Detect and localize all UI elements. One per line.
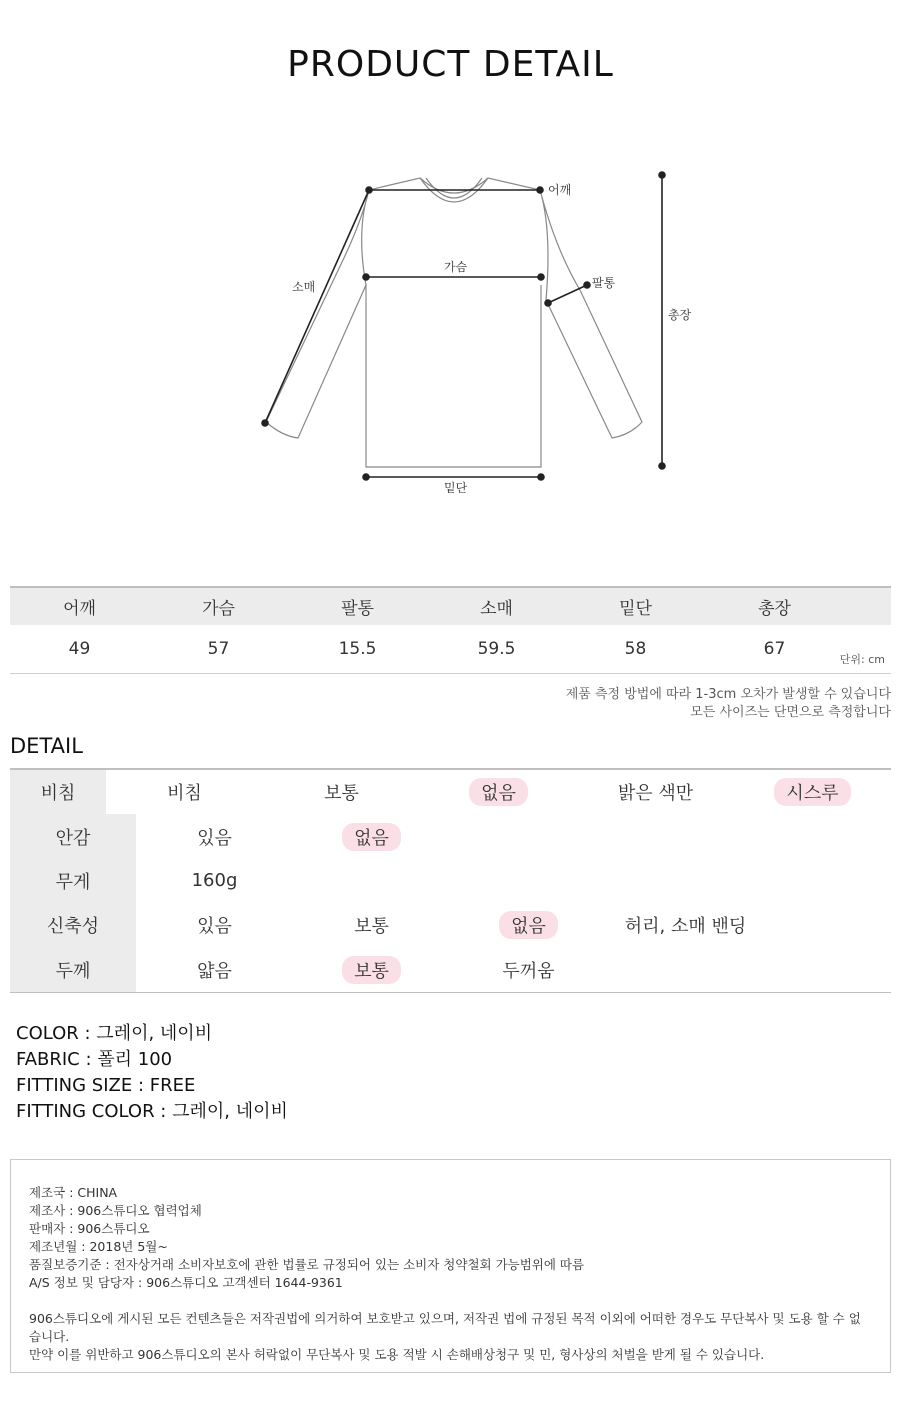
- copyright-line: 906스튜디오에 게시된 모든 컨텐츠들은 저작권법에 의거하여 보호받고 있으며, 저작권 법에 규정된 목적 이외에 어떠한 경우도 무단복사 및 도용 할 수 없습니다.: [29, 1311, 861, 1344]
- selected-option-pill: 없음: [342, 823, 401, 851]
- info-line: 판매자 : 906스튜디오: [29, 1221, 150, 1236]
- size-header-cell: 총장: [758, 599, 791, 619]
- detail-row-heading: 신축성: [10, 903, 136, 947]
- spec-line: FABRIC : 폴리 100: [16, 1049, 173, 1070]
- selected-option-pill: 시스루: [774, 778, 850, 806]
- label-hem: 밑단: [444, 481, 468, 495]
- option-label: 얇음: [197, 960, 232, 982]
- detail-row: [10, 814, 891, 858]
- label-chest: 가슴: [444, 260, 468, 274]
- garment-illustration: [0, 150, 901, 520]
- detail-option: [293, 912, 450, 938]
- info-line: 품질보증기준 : 전자상거래 소비자보호에 관한 법률로 규정되어 있는 소비자 청약철회 가능범위에 따름: [29, 1257, 585, 1272]
- detail-row-heading: 안감: [10, 814, 136, 858]
- selected-option-pill: 보통: [342, 956, 401, 984]
- detail-heading: DETAIL: [10, 734, 83, 758]
- detail-option: [293, 956, 450, 984]
- size-value-cell: 67: [763, 639, 786, 659]
- size-header-cell: 어깨: [63, 599, 96, 619]
- size-value-cell: 15.5: [338, 639, 377, 659]
- size-table-row: [10, 625, 891, 674]
- detail-row-heading: 비침: [10, 770, 106, 814]
- size-diagram: [0, 150, 901, 520]
- size-header-cell: 가슴: [202, 599, 235, 619]
- detail-option: [136, 912, 293, 938]
- detail-row: [10, 903, 891, 947]
- option-label: 밝은 색만: [617, 783, 694, 805]
- detail-options: [136, 859, 891, 903]
- info-line: A/S 정보 및 담당자 : 906스튜디오 고객센터 1644-9361: [29, 1275, 343, 1290]
- unit-label: 단위: cm: [839, 653, 885, 666]
- detail-option: [450, 957, 607, 983]
- selected-option-pill: 없음: [469, 778, 528, 806]
- label-sleeve: 소매: [292, 280, 316, 294]
- info-line: 제조국 : CHINA: [29, 1185, 118, 1200]
- size-table: [10, 586, 891, 674]
- detail-option: [263, 779, 420, 805]
- size-table-header: [10, 586, 891, 625]
- detail-row-heading: 무게: [10, 859, 136, 903]
- detail-option: [450, 911, 607, 939]
- detail-options: [136, 903, 891, 947]
- detail-options: [106, 770, 891, 814]
- detail-option: [293, 823, 450, 851]
- spec-line: COLOR : 그레이, 네이비: [16, 1023, 213, 1044]
- label-length: 총장: [668, 308, 692, 322]
- copyright-line: 만약 이를 위반하고 906스튜디오의 본사 허락없이 무단복사 및 도용 적발 시 손해배상청구 및 민, 형사상의 처벌을 받게 될 수 있습니다.: [29, 1347, 765, 1362]
- size-value-cell: 59.5: [477, 639, 516, 659]
- note-line: 제품 측정 방법에 따라 1-3cm 오차가 발생할 수 있습니다: [565, 687, 891, 702]
- option-label: 160g: [191, 870, 238, 892]
- detail-row: [10, 948, 891, 992]
- spec-line: FITTING SIZE : FREE: [16, 1075, 196, 1096]
- size-header-cell: 소매: [480, 599, 513, 619]
- label-shoulder: 어깨: [548, 183, 572, 197]
- spec-line: FITTING COLOR : 그레이, 네이비: [16, 1101, 288, 1122]
- product-specs: [16, 1021, 288, 1125]
- detail-options: [136, 948, 891, 992]
- product-info-box: [10, 1159, 891, 1373]
- detail-option: [420, 778, 577, 806]
- detail-table: [10, 768, 891, 993]
- note-line: 모든 사이즈는 단면으로 측정합니다: [690, 705, 891, 720]
- size-header-cell: 팔통: [341, 599, 374, 619]
- option-label: 있음: [197, 916, 232, 938]
- size-value-cell: 57: [207, 639, 230, 659]
- option-label: 허리, 소매 밴딩: [624, 916, 747, 938]
- detail-option: [136, 870, 293, 891]
- size-value-cell: 49: [68, 639, 91, 659]
- option-label: 보통: [324, 783, 359, 805]
- option-label: 비침: [167, 783, 202, 805]
- info-line: 제조년월 : 2018년 5월~: [29, 1239, 168, 1254]
- option-label: 있음: [197, 827, 232, 849]
- detail-row: [10, 770, 891, 814]
- detail-options: [136, 814, 891, 858]
- option-label: 두꺼움: [502, 960, 555, 982]
- detail-option: [607, 912, 764, 938]
- info-line: 제조사 : 906스튜디오 협력업체: [29, 1203, 202, 1218]
- detail-option: [136, 824, 293, 850]
- detail-option: [577, 779, 734, 805]
- detail-option: [106, 779, 263, 805]
- detail-option: [136, 957, 293, 983]
- size-value-cell: 58: [624, 639, 647, 659]
- label-arm: 팔통: [592, 276, 616, 290]
- detail-row-heading: 두께: [10, 948, 136, 992]
- option-label: 보통: [354, 916, 389, 938]
- size-header-cell: 밑단: [619, 599, 652, 619]
- detail-option: [734, 778, 891, 806]
- page-title: PRODUCT DETAIL: [287, 44, 614, 85]
- selected-option-pill: 없음: [499, 911, 558, 939]
- measurement-notes: [566, 686, 891, 722]
- detail-row: [10, 859, 891, 903]
